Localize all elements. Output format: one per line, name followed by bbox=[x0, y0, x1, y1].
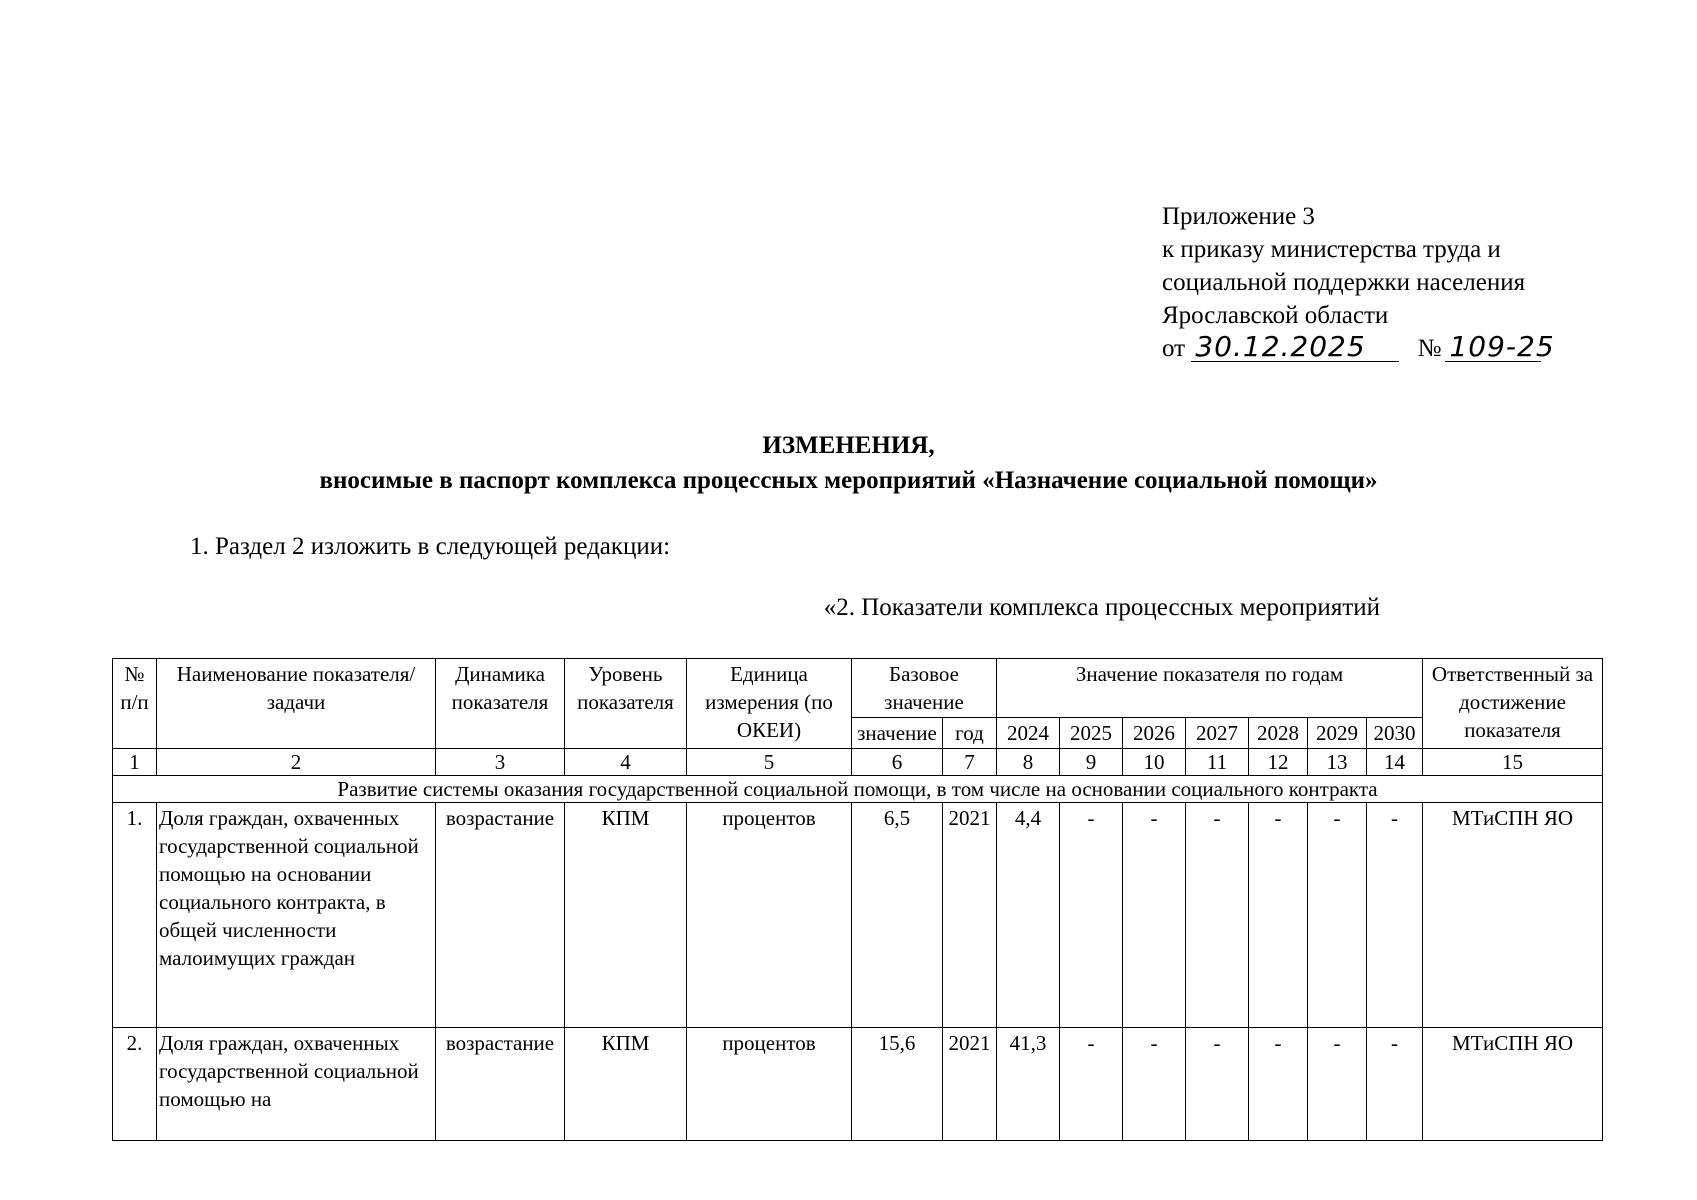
row-value: - bbox=[1308, 1028, 1367, 1141]
header-base-year: год bbox=[943, 718, 997, 749]
from-label: от bbox=[1162, 335, 1186, 362]
row-base-value: 6,5 bbox=[852, 803, 943, 1028]
row-value: - bbox=[1060, 1028, 1123, 1141]
header-responsible: Ответственный за достижение показателя bbox=[1423, 659, 1603, 749]
column-number: 8 bbox=[997, 749, 1060, 776]
column-number: 10 bbox=[1123, 749, 1186, 776]
column-number: 11 bbox=[1186, 749, 1249, 776]
section-row-text: Развитие системы оказания государственной социальной помощи, в том числе на основании социального контракта bbox=[113, 776, 1603, 803]
header-unit: Единица измерения (по ОКЕИ) bbox=[687, 659, 852, 749]
row-responsible: МТиСПН ЯО bbox=[1423, 1028, 1603, 1141]
row-base-year: 2021 bbox=[943, 803, 997, 1028]
column-number: 5 bbox=[687, 749, 852, 776]
appendix-block bbox=[1162, 200, 1555, 365]
column-number-row bbox=[113, 749, 1603, 776]
row-value: - bbox=[1367, 1028, 1423, 1141]
column-number: 7 bbox=[943, 749, 997, 776]
row-value: - bbox=[1123, 803, 1186, 1028]
header-year: 2030 bbox=[1367, 718, 1423, 749]
column-number: 6 bbox=[852, 749, 943, 776]
row-base-value: 15,6 bbox=[852, 1028, 943, 1141]
header-year: 2026 bbox=[1123, 718, 1186, 749]
column-number: 4 bbox=[565, 749, 687, 776]
appendix-date-line bbox=[1162, 330, 1555, 365]
column-number: 15 bbox=[1423, 749, 1603, 776]
row-dynamics: возрастание bbox=[436, 1028, 565, 1141]
header-base-value: значение bbox=[852, 718, 943, 749]
handwritten-number: 109-25 bbox=[1445, 333, 1541, 362]
row-unit: процентов bbox=[687, 803, 852, 1028]
row-responsible: МТиСПН ЯО bbox=[1423, 803, 1603, 1028]
header-year: 2027 bbox=[1186, 718, 1249, 749]
row-dynamics: возрастание bbox=[436, 803, 565, 1028]
instruction-paragraph: 1. Раздел 2 изложить в следующей редакции: bbox=[190, 533, 671, 560]
row-value: - bbox=[1060, 803, 1123, 1028]
row-value: - bbox=[1367, 803, 1423, 1028]
row-name: Доля граждан, охваченных государственной социальной помощью на bbox=[157, 1028, 436, 1141]
header-year: 2025 bbox=[1060, 718, 1123, 749]
header-year: 2028 bbox=[1249, 718, 1308, 749]
appendix-line-3: социальной поддержки населения bbox=[1162, 269, 1526, 296]
row-value: - bbox=[1249, 803, 1308, 1028]
document-title: ИЗМЕНЕНИЯ, bbox=[762, 432, 935, 459]
column-number: 14 bbox=[1367, 749, 1423, 776]
row-value: - bbox=[1308, 803, 1367, 1028]
row-value: - bbox=[1123, 1028, 1186, 1141]
header-row-1 bbox=[113, 659, 1603, 718]
number-label: № bbox=[1417, 335, 1442, 362]
table-row bbox=[113, 803, 1603, 1028]
row-unit: процентов bbox=[687, 1028, 852, 1141]
handwritten-date: 30.12.2025 bbox=[1191, 333, 1399, 362]
column-number: 12 bbox=[1249, 749, 1308, 776]
header-level: Уровень показателя bbox=[565, 659, 687, 749]
row-value: - bbox=[1186, 1028, 1249, 1141]
section-title: «2. Показатели комплекса процессных мероприятий bbox=[823, 594, 1380, 621]
column-number: 1 bbox=[113, 749, 157, 776]
appendix-line-4: Ярославской области bbox=[1162, 302, 1389, 329]
row-name: Доля граждан, охваченных государственной социальной помощью на основании социального контракта, в общей численности малоимущих граждан bbox=[157, 803, 436, 1028]
row-level: КПМ bbox=[565, 1028, 687, 1141]
row-value: 41,3 bbox=[997, 1028, 1060, 1141]
column-number: 2 bbox=[157, 749, 436, 776]
table-row bbox=[113, 1028, 1603, 1141]
header-name: Наименование показателя/задачи bbox=[157, 659, 436, 749]
row-level: КПМ bbox=[565, 803, 687, 1028]
header-year: 2024 bbox=[997, 718, 1060, 749]
section-row bbox=[113, 776, 1603, 803]
row-no: 2. bbox=[113, 1028, 157, 1141]
column-number: 3 bbox=[436, 749, 565, 776]
row-value: - bbox=[1186, 803, 1249, 1028]
appendix-line-1: Приложение 3 bbox=[1162, 203, 1315, 230]
row-no: 1. bbox=[113, 803, 157, 1028]
header-dynamics: Динамика показателя bbox=[436, 659, 565, 749]
header-base: Базовое значение bbox=[852, 659, 997, 718]
column-number: 13 bbox=[1308, 749, 1367, 776]
column-number: 9 bbox=[1060, 749, 1123, 776]
row-value: 4,4 bbox=[997, 803, 1060, 1028]
appendix-line-2: к приказу министерства труда и bbox=[1162, 236, 1501, 263]
document-subtitle: вносимые в паспорт комплекса процессных мероприятий «Назначение социальной помощи» bbox=[319, 467, 1378, 494]
indicators-table bbox=[112, 658, 1603, 1141]
row-base-year: 2021 bbox=[943, 1028, 997, 1141]
header-years-group: Значение показателя по годам bbox=[997, 659, 1423, 718]
row-value: - bbox=[1249, 1028, 1308, 1141]
header-no: № п/п bbox=[113, 659, 157, 749]
header-year: 2029 bbox=[1308, 718, 1367, 749]
